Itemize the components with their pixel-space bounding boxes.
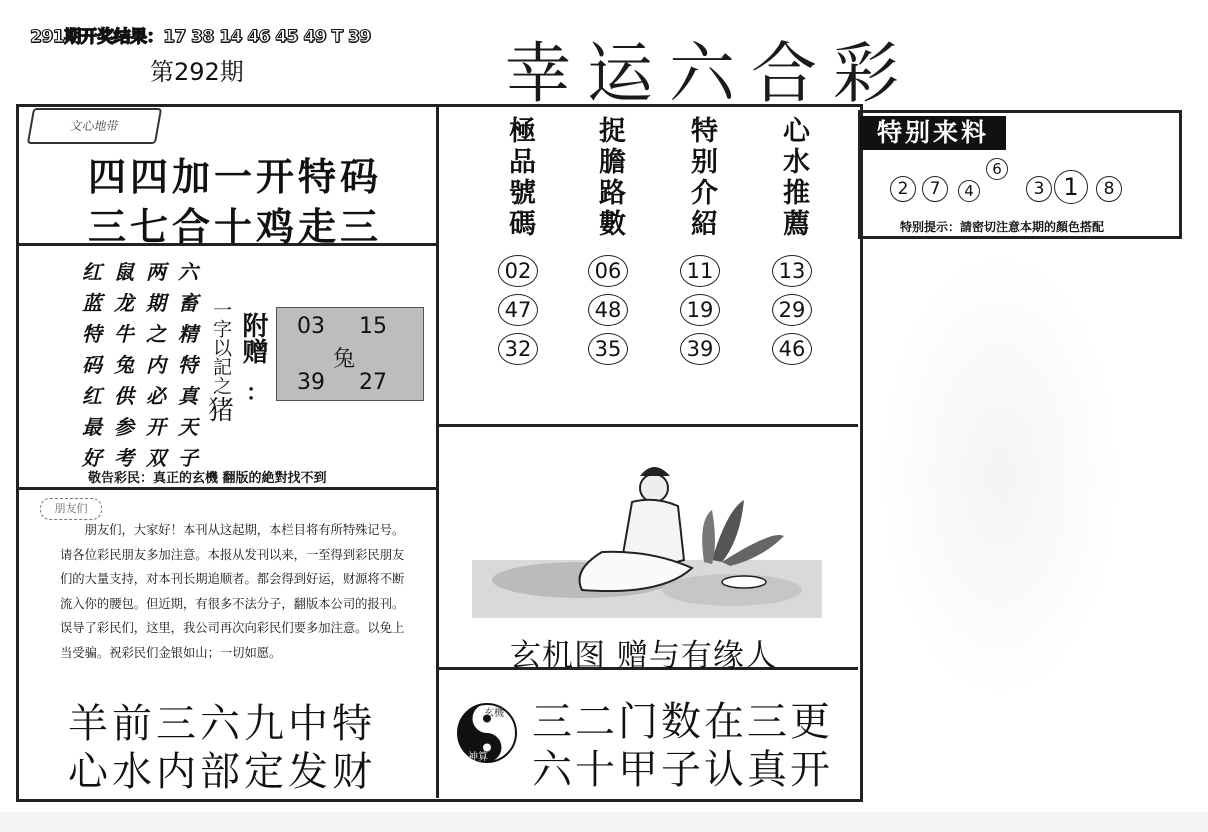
letter-paragraph: 朋友们，大家好！本刊从这起期，本栏目将有所特殊记号。请各位彩民朋友多加注意。本报从发刊以来，一至得到彩民朋友们的大量支持，对本刊长期追顺者。都会得到好运，财源将不断流入你的腰包。但近期，有很多不法分子，翻版本公司的报刊。误导了彩民们，这里，我公司再次向彩民们要多加注意。以免上当受骗。祝彩民们金银如山；一切如愿。 [60, 523, 405, 660]
gift-label: 附赠 [238, 312, 268, 364]
divider [16, 487, 437, 490]
poem-char: 开 [146, 415, 166, 439]
poem-char: 兔 [114, 353, 134, 377]
special-heading: 特别来料 [860, 116, 1006, 150]
bottom-verse-line-1: 三二门数在三更 [532, 699, 833, 745]
divider [438, 424, 858, 427]
recommended-number: 32 [498, 333, 538, 365]
side-word: 猪 [208, 396, 235, 426]
special-number: 4 [958, 180, 980, 202]
zodiac-poem-grid [82, 256, 210, 473]
headline-line-1: 四四加一开特码 [88, 154, 383, 199]
picture-caption: 玄机图 赠与有缘人 [510, 638, 777, 674]
blank-area [880, 250, 1120, 700]
taiji-label: 神算 [468, 752, 488, 763]
issue-number: 第292期 [150, 58, 244, 86]
poem-char: 供 [114, 384, 134, 408]
poem-char: 内 [146, 353, 166, 377]
poem-char: 真 [178, 384, 198, 408]
poem-char: 红 [82, 260, 102, 284]
poem-char: 天 [178, 415, 198, 439]
bottom-verse-line-2: 六十甲子认真开 [532, 747, 833, 793]
poem-char: 两 [146, 260, 166, 284]
poem-char: 考 [114, 446, 134, 470]
recommended-number: 13 [772, 255, 812, 287]
scholar-illustration [472, 440, 822, 620]
special-hint: 特别提示：請密切注意本期的顏色搭配 [900, 220, 1105, 234]
poem-char: 鼠 [114, 260, 134, 284]
poem-char: 特 [178, 353, 198, 377]
gift-animal: 兔 [333, 347, 356, 372]
recommended-number: 11 [680, 255, 720, 287]
gift-number: 15 [359, 314, 387, 339]
recommended-number: 06 [588, 255, 628, 287]
poem-char: 期 [146, 291, 166, 315]
letter-tag: 朋友们 [40, 498, 102, 520]
poem-char: 最 [82, 415, 102, 439]
column-heading: 特别介紹 [686, 116, 717, 240]
special-number: 1 [1054, 170, 1088, 204]
special-number: 7 [922, 176, 948, 202]
poem-char: 牛 [114, 322, 134, 346]
poem-char: 码 [82, 353, 102, 377]
gift-number: 39 [297, 370, 325, 395]
recommended-number: 47 [498, 294, 538, 326]
poem-char: 红 [82, 384, 102, 408]
previous-result: 291期开奖结果：17 38 14 46 45 49 T 39 [30, 27, 371, 47]
recommended-number: 19 [680, 294, 720, 326]
recommended-number: 46 [772, 333, 812, 365]
special-number: 8 [1096, 176, 1122, 202]
divider [436, 104, 439, 798]
poem-char: 畜 [178, 291, 198, 315]
special-number: 3 [1026, 176, 1052, 202]
recommended-number: 02 [498, 255, 538, 287]
poem-char: 双 [146, 446, 166, 470]
gift-box [276, 307, 424, 401]
special-number: 2 [890, 176, 916, 202]
headline-line-2: 三七合十鸡走三 [88, 204, 383, 249]
column-heading: 極品號碼 [504, 116, 535, 240]
bottom-strip [0, 812, 1208, 832]
poem-char: 参 [114, 415, 134, 439]
poem-char: 特 [82, 322, 102, 346]
xuanji-picture [472, 440, 822, 620]
recommended-number: 48 [588, 294, 628, 326]
poem-char: 好 [82, 446, 102, 470]
poem-char: 精 [178, 322, 198, 346]
gift-number: 27 [359, 370, 387, 395]
gift-colon: ： [246, 381, 269, 406]
brand-title: 幸运六合彩 [505, 35, 915, 112]
poem-char: 六 [178, 260, 198, 284]
section-tag: 文心地带 [27, 108, 162, 144]
recommended-number: 39 [680, 333, 720, 365]
poem-char: 蓝 [82, 291, 102, 315]
poem-char: 之 [146, 322, 166, 346]
gift-number: 03 [297, 314, 325, 339]
poem-char: 龙 [114, 291, 134, 315]
special-number: 6 [986, 158, 1008, 180]
column-heading: 心水推薦 [778, 116, 809, 240]
poem-char: 子 [178, 446, 198, 470]
column-heading: 捉膽路數 [594, 116, 625, 240]
recommended-number: 29 [772, 294, 812, 326]
side-note: 一字以記之 [210, 300, 232, 395]
verse-line-1: 羊前三六九中特 [68, 701, 376, 747]
verse-line-2: 心水内部定发财 [68, 749, 376, 795]
notice-text: 敬告彩民：真正的玄機 翻版的絶對找不到 [88, 471, 327, 486]
recommended-number: 35 [588, 333, 628, 365]
taiji-label: 玄機 [484, 708, 504, 719]
poem-char: 必 [146, 384, 166, 408]
